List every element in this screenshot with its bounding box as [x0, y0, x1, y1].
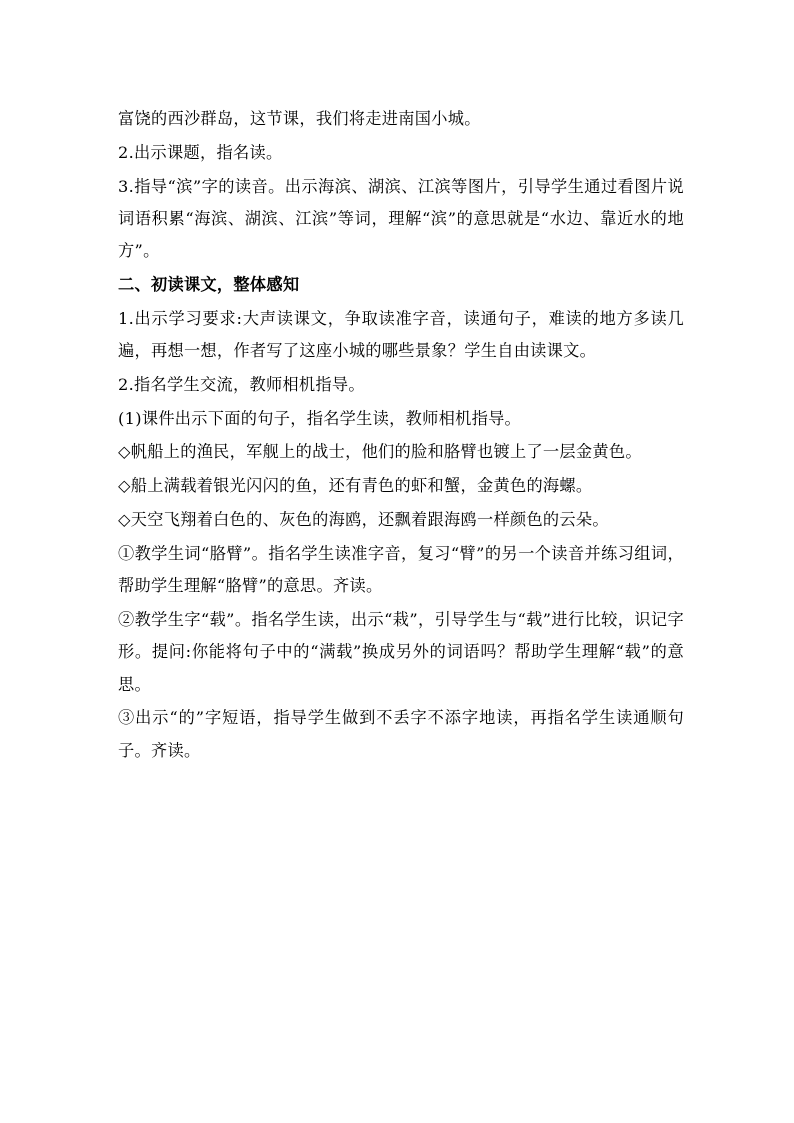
paragraph-courseware-sentences: (1)课件出示下面的句子，指名学生读，教师相机指导。 [118, 408, 522, 428]
paragraph-teach-zai: ②教学生字“载”。指名学生读，出示“栽”，引导学生与“载”进行比较，识记字形。提问:你能将句子中的“满载”换成另外的词语吗？帮助学生理解“载”的意思。 [118, 609, 684, 694]
paragraph-step-3-bin-pronunciation: 3.指导“滨”字的读音。出示海滨、湖滨、江滨等图片，引导学生通过看图片说词语积累“海滨、湖滨、江滨”等词，理解“滨”的意思就是“水边、靠近水的地方”。 [118, 176, 684, 261]
paragraph-learning-requirements: 1.出示学习要求:大声读课文，争取读准字音，读通句子，难读的地方多读几遍，再想一想，作者写了这座小城的哪些景象？学生自由读课文。 [118, 308, 684, 361]
paragraph-de-phrases: ③出示“的”字短语，指导学生做到不丢字不添字地读，再指名学生读通顺句子。齐读。 [118, 708, 684, 760]
sentence-item-seagulls: ◇天空飞翔着白色的、灰色的海鸥，还飘着跟海鸥一样颜色的云朵。 [118, 510, 609, 530]
sentence-item-boat-cargo: ◇船上满载着银光闪闪的鱼，还有青色的虾和蟹，金黄色的海螺。 [118, 476, 593, 496]
section-heading-first-reading: 二、初读课文，整体感知 [118, 274, 300, 294]
paragraph-step-2-title: 2.出示课题，指名读。 [118, 142, 283, 162]
paragraph-teach-gebi: ①教学生词“胳臂”。指名学生读准字音，复习“臂”的另一个读音并练习组词，帮助学生理解“胳臂”的意思。齐读。 [118, 543, 684, 596]
paragraph-intro-continuation: 富饶的西沙群岛，这节课，我们将走进南国小城。 [118, 109, 481, 128]
sentence-item-fishermen: ◇帆船上的渔民，军舰上的战士，他们的脸和胳臂也镀上了一层金黄色。 [118, 442, 642, 462]
document-body [118, 103, 684, 768]
paragraph-student-exchange: 2.指名学生交流，教师相机指导。 [118, 374, 365, 394]
